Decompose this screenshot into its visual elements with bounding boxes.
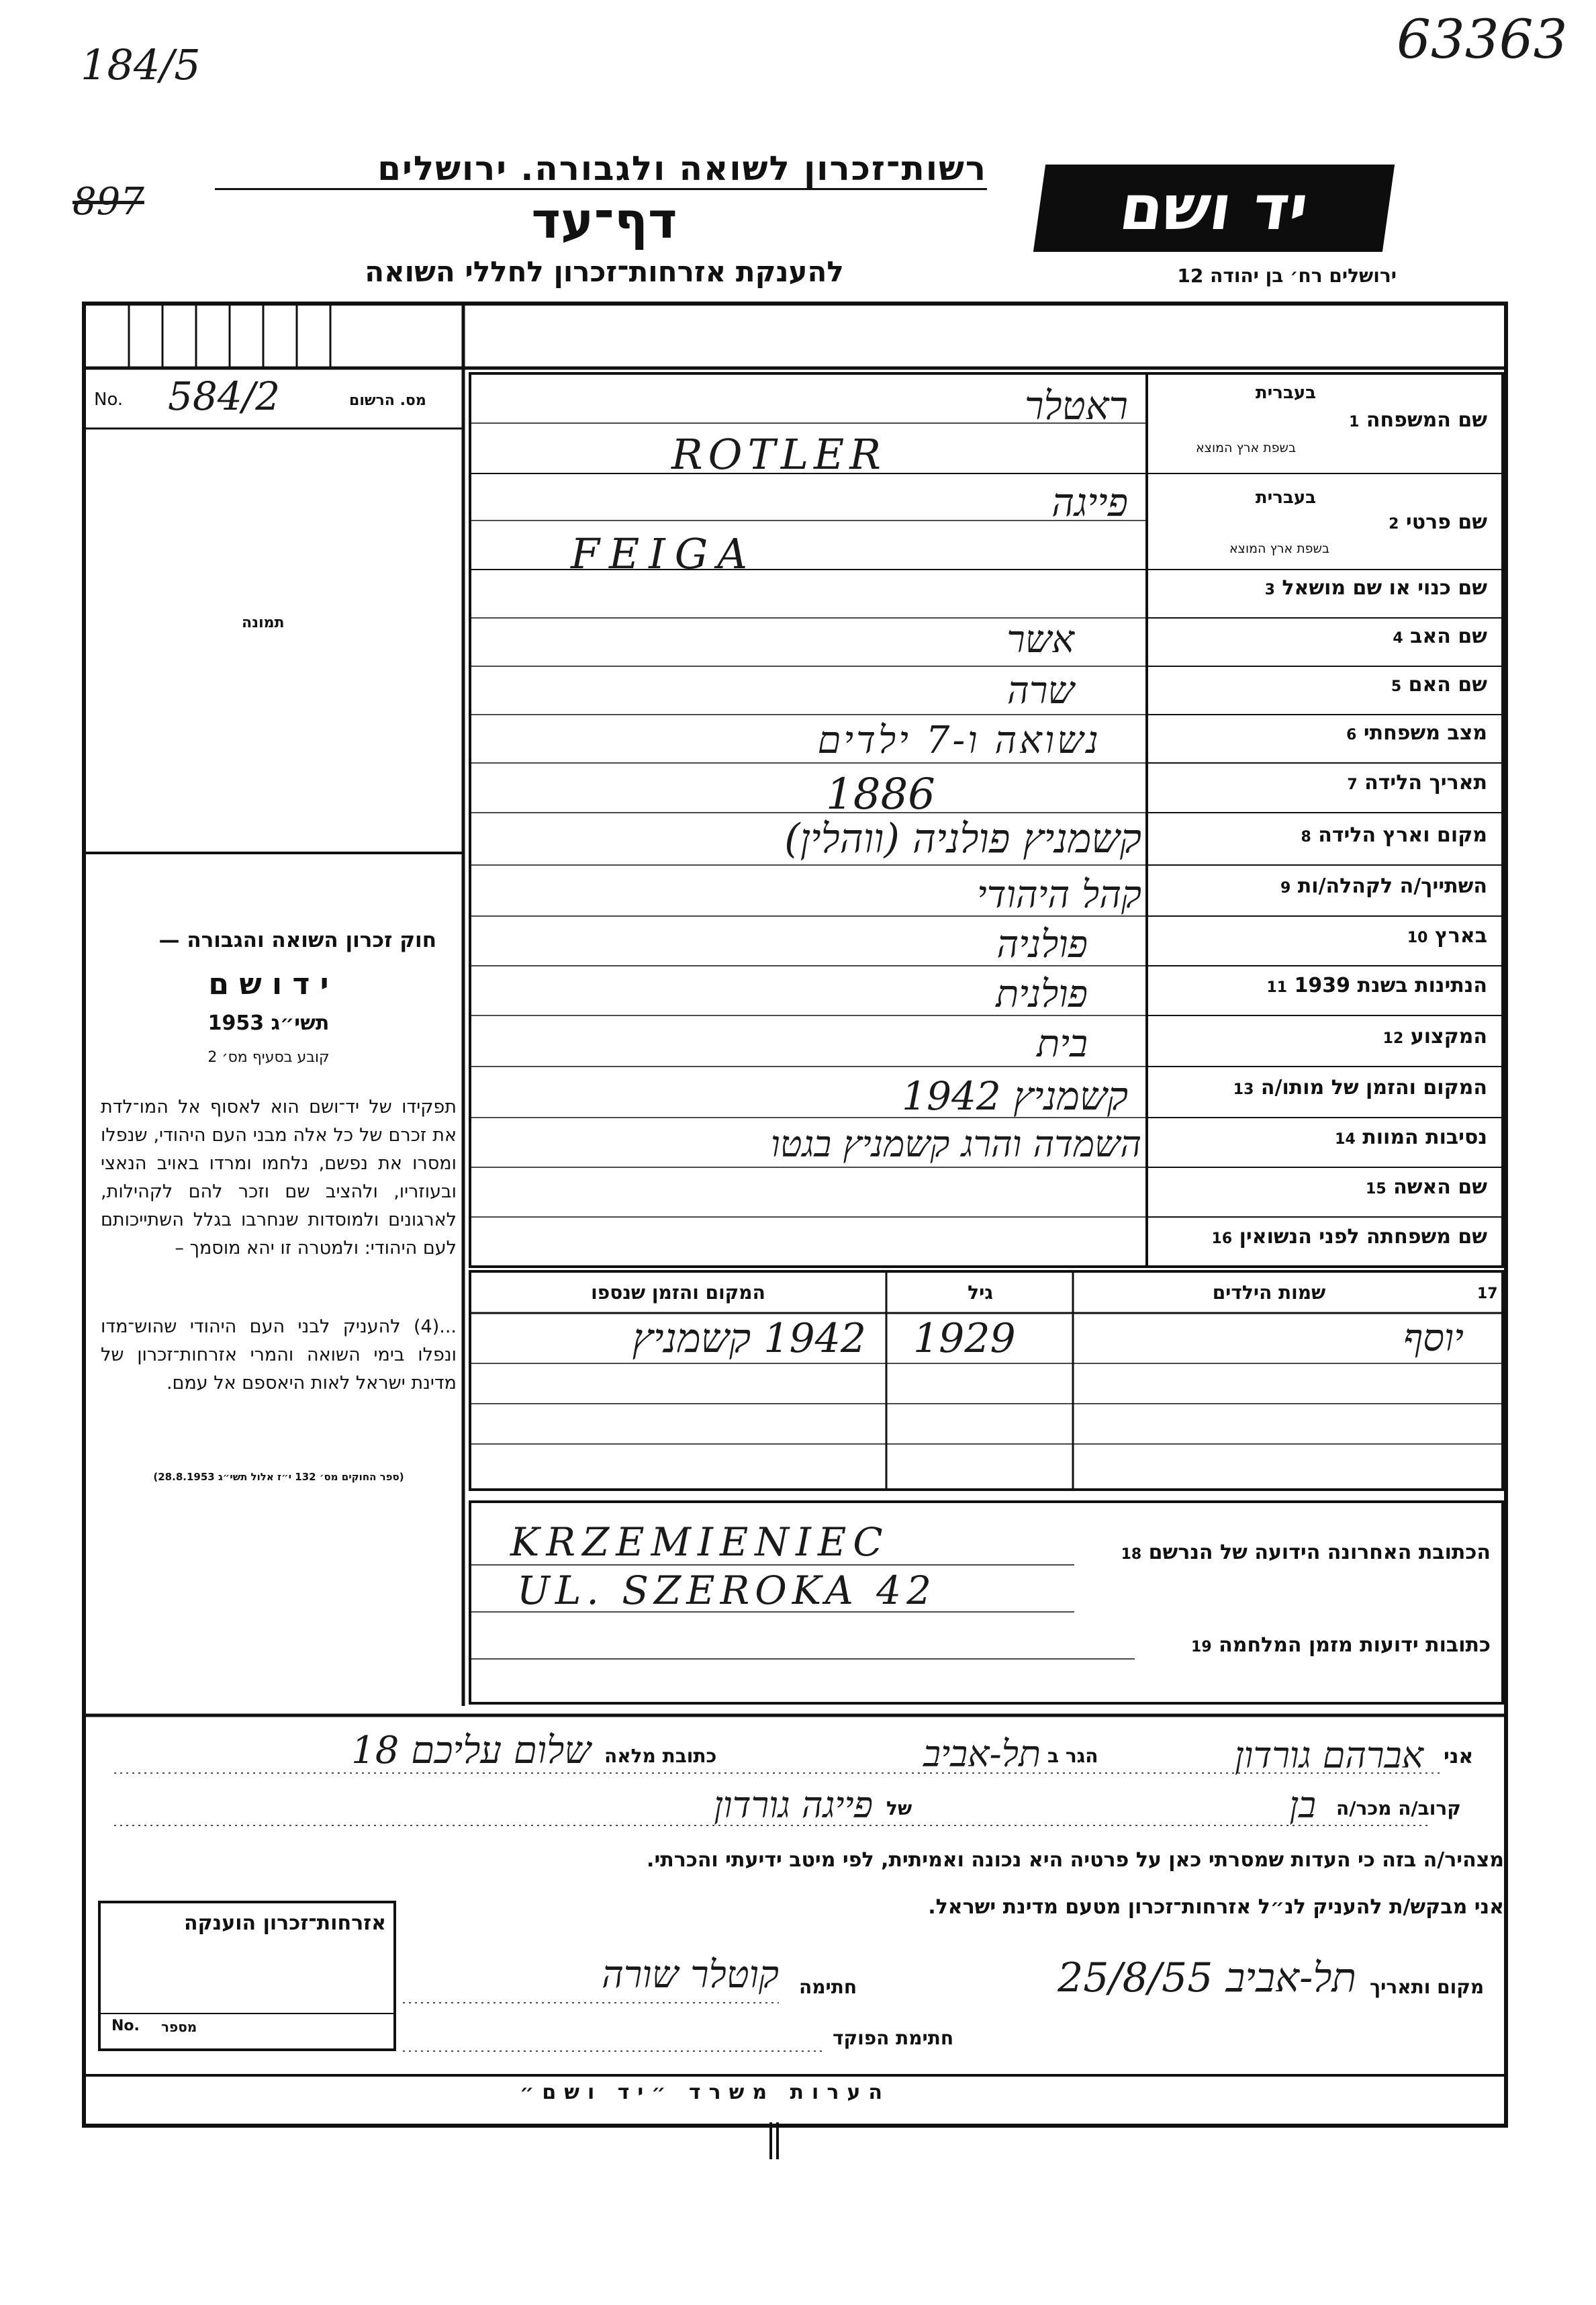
- decl-of-label: של: [886, 1797, 912, 1819]
- law-paragraph-2: ...(4) להעניק לבני העם היהודי שהוש־מדו ונפלו בימי השואה והמרי אזרחות־זכרון של מדינת ישראל לאות היאספם אל עמם.: [101, 1316, 457, 1394]
- child-place-time-value[interactable]: 1942 קשמניץ: [632, 1315, 866, 1362]
- decl-full-address-label: כתובת מלאה: [604, 1745, 717, 1767]
- relation-value[interactable]: בן: [1289, 1784, 1316, 1826]
- form-title: דף־עד: [531, 192, 677, 250]
- marital-status-value[interactable]: נשואה ו-7 ילדים: [817, 719, 1101, 762]
- death-place-time-value[interactable]: קשמניץ 1942: [902, 1073, 1128, 1119]
- award-box-no: No.: [111, 2018, 140, 2034]
- law-year: תשי״ג 1953: [207, 1011, 330, 1035]
- field-17-number: 17: [1477, 1285, 1498, 1302]
- registration-number: 584/2: [168, 373, 281, 419]
- field-18-label: הכתובת האחרונה הידועה של הנרשם 18: [1121, 1541, 1491, 1564]
- office-address: ירושלים רח׳ בן יהודה 12: [1177, 265, 1397, 287]
- officer-signature-label: חתימת הפוקד: [833, 2027, 954, 2049]
- field-15-label: שם האשה 15: [1366, 1175, 1487, 1199]
- authority-name: רשות־זכרון לשואה ולגבורה. ירושלים: [215, 149, 987, 190]
- signature-label: חתימה: [799, 1976, 857, 1998]
- firstname-hebrew-value[interactable]: פייגה: [1051, 480, 1128, 525]
- award-box-title: אזרחות־זכרון הוענקה: [183, 1911, 386, 1935]
- children-age-header: גיל: [968, 1281, 993, 1304]
- law-clause: קובע בסעיף מס׳ 2: [207, 1049, 330, 1066]
- birthplace-value[interactable]: קשמניץ פולניה (ווהלין): [784, 815, 1141, 862]
- field-2-label: שם פרטי 2: [1389, 510, 1487, 534]
- law-source: (ספר החוקים מס׳ 132 י״ז אלול תשי״ג 28.8.1953): [153, 1471, 404, 1483]
- last-address-line-2[interactable]: UL. SZEROKA 42: [517, 1568, 937, 1613]
- yad-vashem-logo: יד ושם: [1033, 165, 1395, 252]
- decl-i-am: אני: [1444, 1745, 1474, 1768]
- decl-request: אני מבקש/ת להעניק לנ״ל אזרחות־זכרון מטעם מדינת ישראל.: [928, 1895, 1504, 1919]
- surname-original-value[interactable]: ROTLER: [671, 430, 886, 479]
- children-names-header: שמות הילדים: [1212, 1281, 1326, 1304]
- decl-lives-in: הגר ב: [1047, 1745, 1098, 1767]
- children-place-time-header: המקום והזמן שנספו: [591, 1281, 765, 1304]
- mother-name-value[interactable]: שרה: [1007, 669, 1074, 713]
- field-4-label: שם האב 4: [1393, 625, 1487, 648]
- field-7-label: תאריך הלידה 7: [1347, 771, 1487, 795]
- field-19-label: כתובות ידועות מזמן המלחמה 19: [1191, 1633, 1491, 1657]
- surname-hebrew-value[interactable]: ראטלר: [1025, 383, 1128, 428]
- father-name-value[interactable]: אשר: [1006, 618, 1074, 662]
- field-2-heb-tag: בעברית: [1255, 488, 1316, 508]
- award-box-heb: מספר: [161, 2019, 197, 2035]
- registration-heb-label: מס. הרשום: [349, 392, 426, 409]
- office-notes-label: הערות משרד ״יד ושם״: [520, 2081, 890, 2104]
- death-circumstances-value[interactable]: השמדה והרג קשמניץ בגטו: [771, 1123, 1141, 1165]
- declarant-city-value[interactable]: תל-אביב: [923, 1733, 1041, 1775]
- firstname-original-value[interactable]: FEIGA: [571, 529, 757, 578]
- profession-value[interactable]: בית: [1037, 1022, 1088, 1066]
- photo-label: תמונה: [242, 615, 285, 631]
- place-date-label: מקום ותאריך: [1370, 1976, 1485, 1998]
- law-name: י ד ו ש ם: [208, 967, 329, 1001]
- crossed-number: 897: [73, 180, 144, 224]
- field-9-label: השתייך/ה לקהלה/ות 9: [1280, 874, 1487, 898]
- field-1-heb-tag: בעברית: [1255, 383, 1316, 403]
- decl-statement: מצהיר/ה בזה כי העדות שמסרתי כאן על פרטיה היא נכונה ואמיתית, לפי מיטב ידיעתי והכרתי.: [647, 1848, 1504, 1872]
- field-10-label: בארץ 10: [1407, 924, 1487, 948]
- country-value[interactable]: פולניה: [996, 923, 1088, 966]
- field-8-label: מקום וארץ הלידה 8: [1301, 823, 1487, 847]
- nationality-value[interactable]: פולנית: [996, 973, 1088, 1016]
- birth-date-value[interactable]: 1886: [826, 770, 935, 819]
- field-14-label: נסיבות המוות 14: [1335, 1126, 1487, 1149]
- field-12-label: המקצוע 12: [1382, 1025, 1487, 1048]
- decl-relation-label: קרוב/ה מכר/ה: [1336, 1797, 1461, 1819]
- field-1-label: שם המשפחה 1: [1349, 408, 1487, 432]
- field-2-orig-tag: בשפת ארץ המוצא: [1229, 541, 1329, 556]
- child-name-value[interactable]: יוסף: [1403, 1316, 1464, 1360]
- community-value[interactable]: קהל היהודי: [977, 873, 1141, 917]
- field-16-label: שם משפחתה לפני הנשואין 16: [1211, 1225, 1487, 1249]
- form-subtitle: להענקת אזרחות־זכרון לחללי השואה: [365, 255, 844, 288]
- child-age-value[interactable]: 1929: [913, 1315, 1016, 1362]
- field-13-label: המקום והזמן של מותו/ה 13: [1233, 1076, 1487, 1099]
- law-paragraph-1: תפקידו של יד־ושם הוא לאסוף אל המו־לדת את זכרם של כל אלה מבני העם היהודי, שנפלו ומסרו את נפשם, נלחמו ומרדו באויב הנאצי ובעוזריו, ולהציב שם וזכר להם לקהילות, לארגונים ולמוסדות שנחרבו בגלל השתייכותם לעם היהודי: ולמטרה זו יהא מוסמך –: [101, 1097, 457, 1259]
- signature-value[interactable]: קוטלר שורה: [602, 1953, 779, 1997]
- field-6-label: מצב משפחתי 6: [1346, 721, 1487, 745]
- relation-of-value[interactable]: פייגה גורדון: [714, 1784, 873, 1826]
- declarant-address-value[interactable]: שלום עליכם 18: [351, 1729, 591, 1772]
- field-5-label: שם האם 5: [1391, 673, 1487, 696]
- field-3-label: שם כנוי או שם מושאל 3: [1264, 576, 1487, 600]
- place-date-value[interactable]: תל-אביב 25/8/55: [1058, 1954, 1356, 2001]
- field-11-label: הנתינות בשנת 1939 11: [1266, 974, 1487, 997]
- law-title: חוק זכרון השואה והגבורה —: [158, 928, 436, 952]
- declarant-name-value[interactable]: אברהם גורדון: [1234, 1734, 1423, 1776]
- top-left-mark: 184/5: [81, 40, 201, 89]
- top-right-file-number: 63363: [1397, 8, 1568, 71]
- field-1-orig-tag: בשפת ארץ המוצא: [1195, 441, 1296, 455]
- registration-no-label: No.: [94, 390, 124, 410]
- last-address-line-1[interactable]: KRZEMIENIEC: [510, 1519, 890, 1565]
